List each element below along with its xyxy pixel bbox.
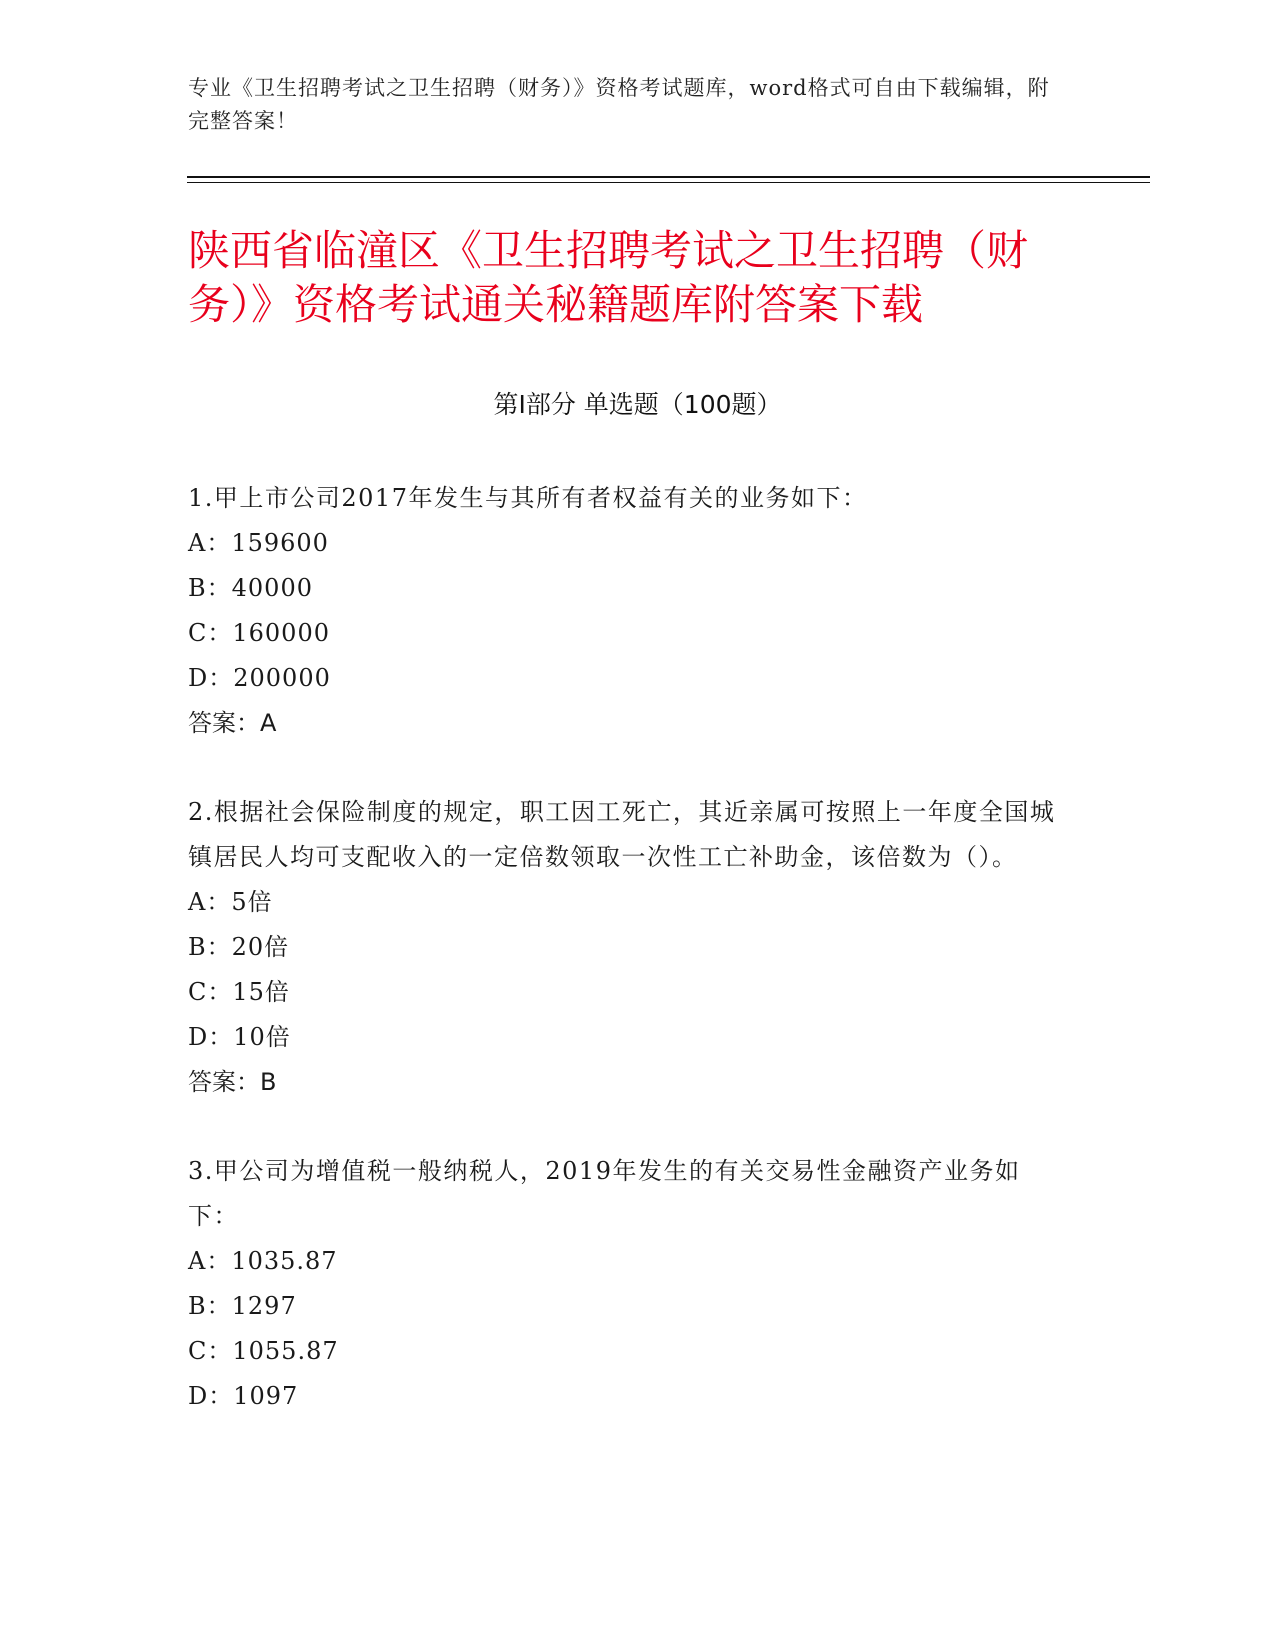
option-b: B：1297 [188,1292,297,1320]
option-d: D：1097 [188,1382,299,1410]
question-1 [188,476,1068,746]
question-3 [188,1149,1068,1419]
option-b: B：20倍 [188,933,290,961]
header-rule-thin [187,182,1150,183]
answer: 答案：A [188,709,277,737]
question-2 [188,790,1068,1105]
header-rule-thick [187,176,1150,178]
section-heading: 第Ⅰ部分 单选题（100题） [493,390,782,419]
question-stem: 3.甲公司为增值税一般纳税人，2019年发生的有关交易性金融资产业务如下： [188,1157,1021,1230]
option-a: A：1035.87 [188,1247,338,1275]
question-list [188,476,1068,1463]
option-c: C：160000 [188,619,330,647]
answer: 答案：B [188,1068,277,1096]
question-stem: 2.根据社会保险制度的规定，职工因工死亡，其近亲属可按照上一年度全国城镇居民人均可支配收入的一定倍数领取一次性工亡补助金，该倍数为（）。 [188,798,1056,871]
question-stem: 1.甲上市公司2017年发生与其所有者权益有关的业务如下： [188,484,868,512]
option-d: D：10倍 [188,1023,291,1051]
header-note: 专业《卫生招聘考试之卫生招聘（财务）》资格考试题库，word格式可自由下载编辑，附完整答案！ [188,76,1050,133]
option-b: B：40000 [188,574,313,602]
document-title: 陕西省临潼区《卫生招聘考试之卫生招聘（财务）》资格考试通关秘籍题库附答案下载 [188,226,1029,329]
option-c: C：1055.87 [188,1337,339,1365]
option-c: C：15倍 [188,978,290,1006]
option-a: A：159600 [188,529,329,557]
option-a: A：5倍 [188,888,273,916]
option-d: D：200000 [188,664,331,692]
